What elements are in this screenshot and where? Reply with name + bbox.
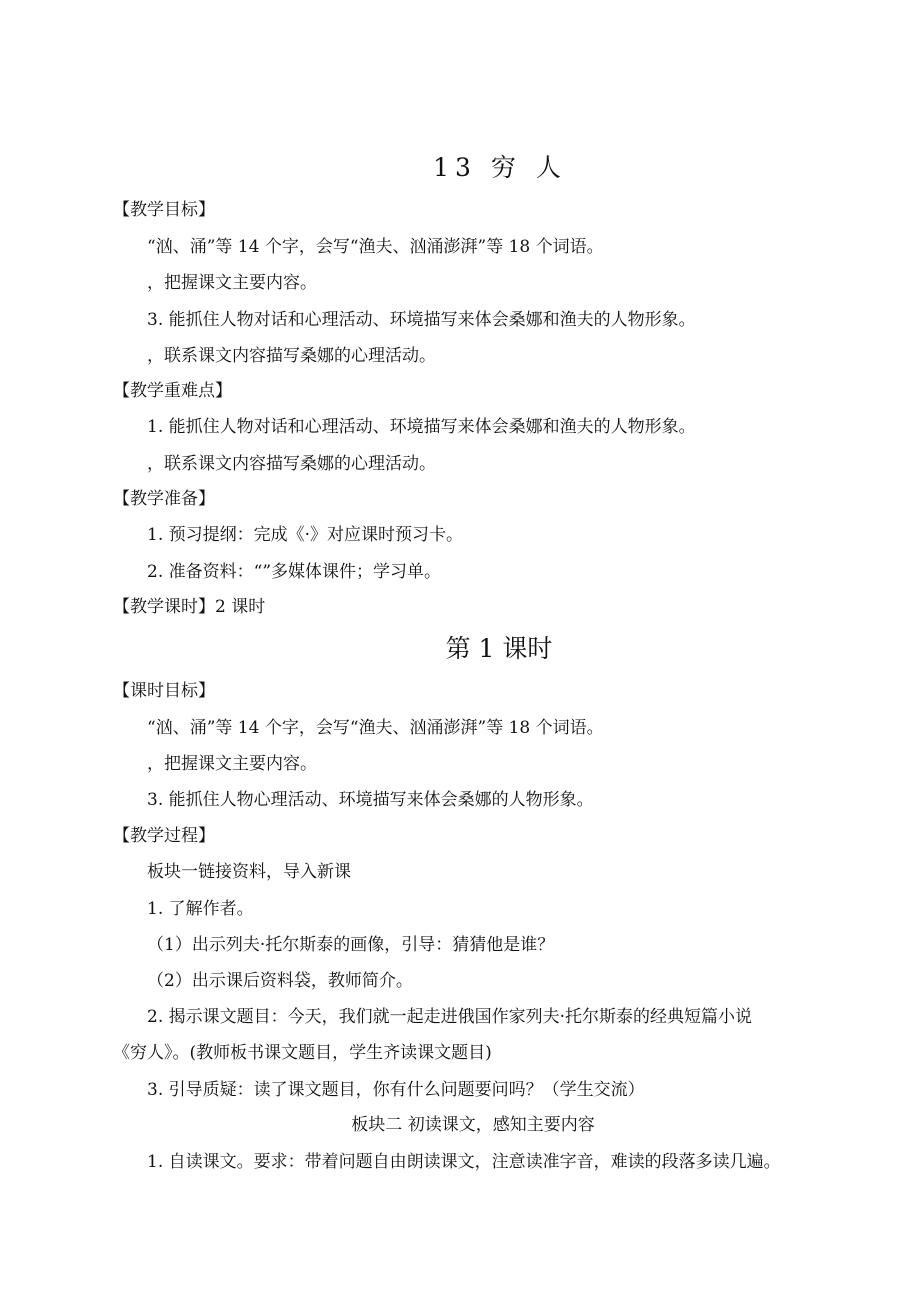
process-step: 1. 了解作者。 — [147, 899, 254, 919]
key-point-item: 1. 能抓住人物对话和心理活动、环境描写来体会桑娜和渔夫的人物形象。 — [147, 417, 696, 437]
preparation-item: 1. 预习提纲：完成《·》对应课时预习卡。 — [147, 525, 464, 545]
block-one-title: 板块一链接资料，导入新课 — [147, 862, 351, 882]
lesson-goal-item: ，把握课文主要内容。 — [147, 754, 317, 774]
process-substep: （2）出示课后资料袋，教师简介。 — [147, 971, 413, 991]
lesson-goal-item: 3. 能抓住人物心理活动、环境描写来体会桑娜的人物形象。 — [147, 790, 594, 810]
teaching-hours: 【教学课时】2 课时 — [113, 597, 266, 617]
process-step: 1. 自读课文。要求：带着问题自由朗读课文，注意读准字音，难读的段落多读几遍。 — [147, 1152, 781, 1172]
preparation-item: 2. 准备资料：“”多媒体课件；学习单。 — [147, 562, 442, 582]
objective-item: ，联系课文内容描写桑娜的心理活动。 — [147, 346, 436, 366]
lesson-goals-heading: 【课时目标】 — [113, 681, 215, 701]
lesson-title: 第 1 课时 — [445, 634, 553, 663]
objective-item: 3. 能抓住人物对话和心理活动、环境描写来体会桑娜和渔夫的人物形象。 — [147, 310, 696, 330]
key-point-item: ，联系课文内容描写桑娜的心理活动。 — [147, 454, 436, 474]
objective-item: “汹、涌”等 14 个字，会写“渔夫、汹涌澎湃”等 18 个词语。 — [147, 237, 604, 257]
objective-item: ，把握课文主要内容。 — [147, 273, 317, 293]
process-step: 2. 揭示课文题目：今天，我们就一起走进俄国作家列夫·托尔斯泰的经典短篇小说 — [147, 1007, 753, 1027]
process-step: 3. 引导质疑：读了课文题目，你有什么问题要问吗？（学生交流） — [147, 1080, 645, 1100]
preparation-heading: 【教学准备】 — [113, 489, 215, 509]
process-step-continuation: 《穷人》。(教师板书课文题目，学生齐读课文题目) — [113, 1043, 492, 1063]
objectives-heading: 【教学目标】 — [113, 200, 215, 220]
lesson-goal-item: “汹、涌”等 14 个字，会写“渔夫、汹涌澎湃”等 18 个词语。 — [147, 718, 604, 738]
process-substep: （1）出示列夫·托尔斯泰的画像，引导：猜猜他是谁？ — [147, 935, 555, 955]
process-heading: 【教学过程】 — [113, 826, 215, 846]
block-two-title: 板块二 初读课文，感知主要内容 — [351, 1115, 595, 1135]
key-points-heading: 【教学重难点】 — [113, 381, 232, 401]
page-title: 13 穷 人 — [433, 153, 567, 182]
